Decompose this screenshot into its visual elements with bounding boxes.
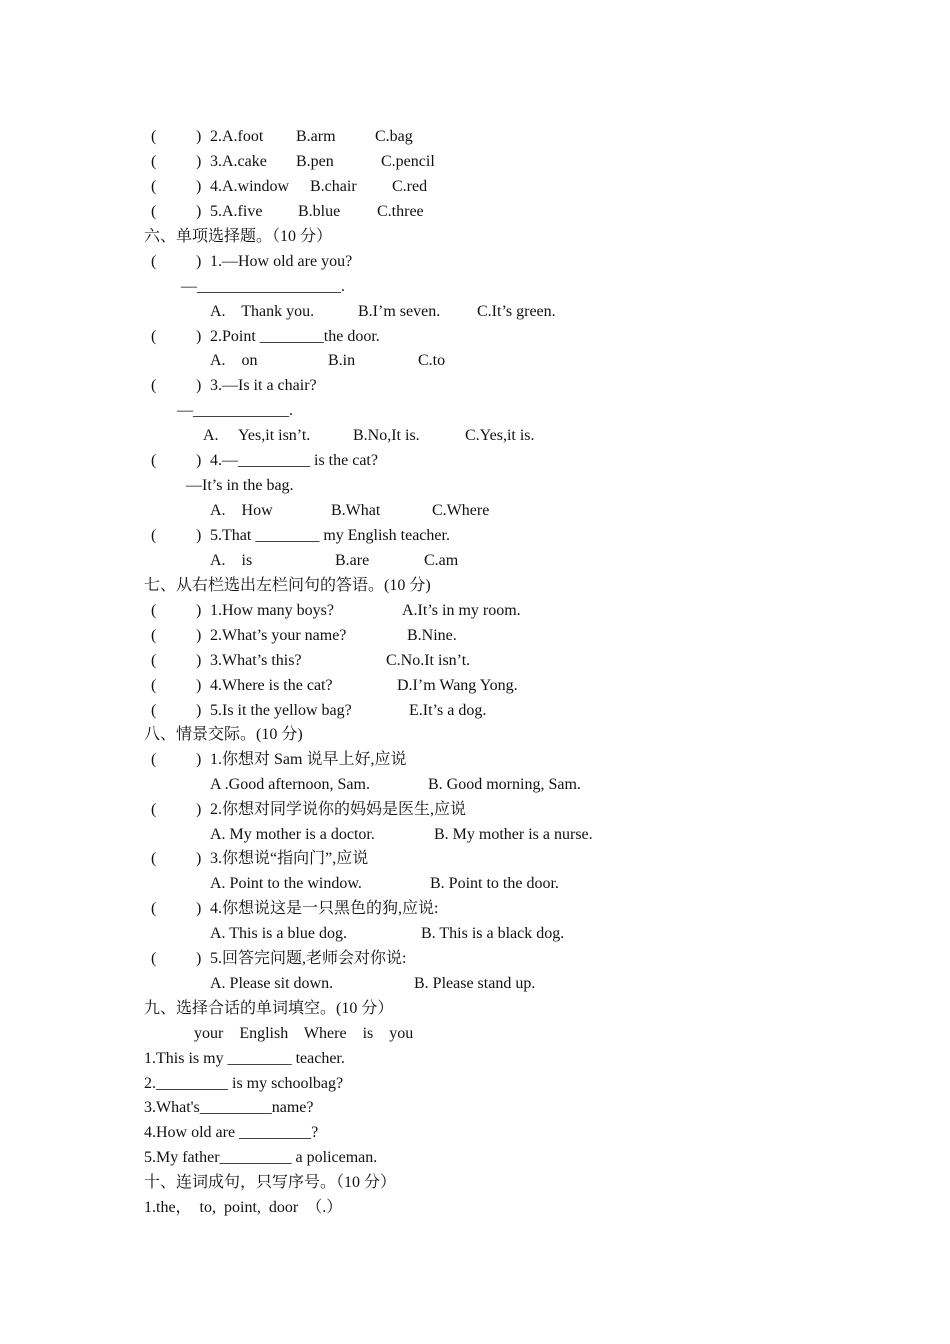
answer-paren-close: )	[196, 627, 202, 644]
option-a: 2.A.foot	[210, 128, 264, 145]
fill-blank-item: 5.My father_________ a policeman.	[144, 1149, 378, 1166]
option-c: C.pencil	[381, 153, 435, 170]
option-b: B.I’m seven.	[358, 303, 441, 320]
answer-paren-close: )	[196, 801, 202, 818]
option-b: B.blue	[298, 203, 341, 220]
answer-paren-open[interactable]: (	[151, 602, 157, 619]
fill-blank-item: 4.How old are _________?	[144, 1124, 319, 1141]
answer-paren-close: )	[196, 850, 202, 867]
option-c: C.am	[424, 552, 459, 569]
answer-paren-close: )	[196, 328, 202, 345]
answer-choice: E.It’s a dog.	[409, 702, 487, 719]
answer-choice: D.I’m Wang Yong.	[397, 677, 518, 694]
option-b: B.What	[331, 502, 381, 519]
answer-paren-close: )	[196, 203, 202, 220]
question-text: 3.你想说“指向门”,应说	[210, 850, 369, 867]
option-a: 3.A.cake	[210, 153, 267, 170]
option-a: A. Point to the window.	[210, 875, 362, 892]
answer-paren-open[interactable]: (	[151, 702, 157, 719]
option-a: 5.A.five	[210, 203, 263, 220]
answer-choice: C.No.It isn’t.	[386, 652, 471, 669]
fill-blank-item: 1.This is my ________ teacher.	[144, 1050, 345, 1067]
word-bank: your English Where is you	[194, 1025, 414, 1042]
option-a: A. My mother is a doctor.	[210, 826, 375, 843]
question-text: 1.你想对 Sam 说早上好,应说	[210, 751, 407, 768]
fill-blank-item: 2._________ is my schoolbag?	[144, 1075, 344, 1092]
answer-paren-close: )	[196, 128, 202, 145]
answer-paren-close: )	[196, 527, 202, 544]
answer-paren-open[interactable]: (	[151, 627, 157, 644]
question-text: 4.Where is the cat?	[210, 677, 333, 694]
option-a: 4.A.window	[210, 178, 290, 195]
answer-paren-open[interactable]: (	[151, 328, 157, 345]
answer-paren-open[interactable]: (	[151, 128, 157, 145]
question-text: 1.—How old are you?	[210, 253, 353, 270]
option-a: A. Yes,it isn’t.	[203, 427, 311, 444]
option-c: C.Where	[432, 502, 490, 519]
answer-paren-open[interactable]: (	[151, 850, 157, 867]
answer-paren-close: )	[196, 178, 202, 195]
question-text: 5.回答完问题,老师会对你说:	[210, 950, 407, 967]
option-c: C.It’s green.	[477, 303, 556, 320]
answer-paren-close: )	[196, 751, 202, 768]
answer-blank[interactable]: —__________________.	[181, 278, 345, 295]
answer-paren-close: )	[196, 702, 202, 719]
answer-paren-close: )	[196, 452, 202, 469]
answer-paren-open[interactable]: (	[151, 751, 157, 768]
option-b: B.in	[328, 352, 356, 369]
option-b: B.pen	[296, 153, 334, 170]
answer-paren-open[interactable]: (	[151, 178, 157, 195]
option-a: A .Good afternoon, Sam.	[210, 776, 370, 793]
answer-paren-close: )	[196, 602, 202, 619]
word-order-item: 1.the， to, point, door （.）	[144, 1199, 343, 1216]
option-a: A. How	[210, 502, 273, 519]
option-c: C.to	[418, 352, 446, 369]
option-c: C.three	[377, 203, 424, 220]
question-text: 5.That ________ my English teacher.	[210, 527, 450, 544]
option-b: B.chair	[310, 178, 357, 195]
option-a: A. is	[210, 552, 253, 569]
question-text: 3.—Is it a chair?	[210, 377, 317, 394]
answer-choice: A.It’s in my room.	[402, 602, 521, 619]
question-text: 4.—_________ is the cat?	[210, 452, 378, 469]
option-c: C.Yes,it is.	[465, 427, 535, 444]
answer-paren-open[interactable]: (	[151, 900, 157, 917]
option-b: B. Point to the door.	[430, 875, 559, 892]
answer-paren-close: )	[196, 677, 202, 694]
question-text: 2.Point ________the door.	[210, 328, 380, 345]
option-b: B. Please stand up.	[414, 975, 536, 992]
answer-paren-close: )	[196, 900, 202, 917]
answer-blank[interactable]: —____________.	[177, 402, 293, 419]
answer-text: —It’s in the bag.	[186, 477, 294, 494]
question-text: 3.What’s this?	[210, 652, 302, 669]
answer-paren-open[interactable]: (	[151, 452, 157, 469]
answer-paren-open[interactable]: (	[151, 203, 157, 220]
answer-paren-open[interactable]: (	[151, 950, 157, 967]
option-b: B.No,It is.	[353, 427, 420, 444]
answer-paren-open[interactable]: (	[151, 377, 157, 394]
answer-paren-open[interactable]: (	[151, 652, 157, 669]
option-b: B. My mother is a nurse.	[434, 826, 593, 843]
answer-paren-close: )	[196, 153, 202, 170]
question-text: 1.How many boys?	[210, 602, 334, 619]
option-b: B. Good morning, Sam.	[428, 776, 581, 793]
answer-paren-close: )	[196, 377, 202, 394]
answer-choice: B.Nine.	[407, 627, 457, 644]
answer-paren-close: )	[196, 950, 202, 967]
option-b: B. This is a black dog.	[421, 925, 565, 942]
section-10-heading: 十、连词成句，只写序号。（10 分）	[144, 1174, 397, 1191]
fill-blank-item: 3.What's_________name?	[144, 1099, 314, 1116]
section-9-heading: 九、选择合话的单词填空。(10 分）	[144, 1000, 394, 1017]
option-a: A. Please sit down.	[210, 975, 334, 992]
option-b: B.arm	[296, 128, 336, 145]
question-text: 2.What’s your name?	[210, 627, 347, 644]
option-a: A. on	[210, 352, 258, 369]
section-7-heading: 七、从右栏选出左栏问句的答语。(10 分)	[144, 577, 431, 594]
option-c: C.bag	[375, 128, 413, 145]
question-text: 5.Is it the yellow bag?	[210, 702, 352, 719]
answer-paren-open[interactable]: (	[151, 677, 157, 694]
answer-paren-open[interactable]: (	[151, 253, 157, 270]
option-a: A. This is a blue dog.	[210, 925, 348, 942]
answer-paren-open[interactable]: (	[151, 527, 157, 544]
answer-paren-close: )	[196, 652, 202, 669]
option-b: B.are	[335, 552, 370, 569]
option-a: A. Thank you.	[210, 303, 315, 320]
question-text: 2.你想对同学说你的妈妈是医生,应说	[210, 801, 467, 818]
answer-paren-open[interactable]: (	[151, 153, 157, 170]
question-text: 4.你想说这是一只黑色的狗,应说:	[210, 900, 439, 917]
section-6-heading: 六、单项选择题。（10 分）	[144, 228, 333, 245]
answer-paren-close: )	[196, 253, 202, 270]
answer-paren-open[interactable]: (	[151, 801, 157, 818]
option-c: C.red	[392, 178, 428, 195]
section-8-heading: 八、情景交际。(10 分)	[144, 726, 303, 743]
